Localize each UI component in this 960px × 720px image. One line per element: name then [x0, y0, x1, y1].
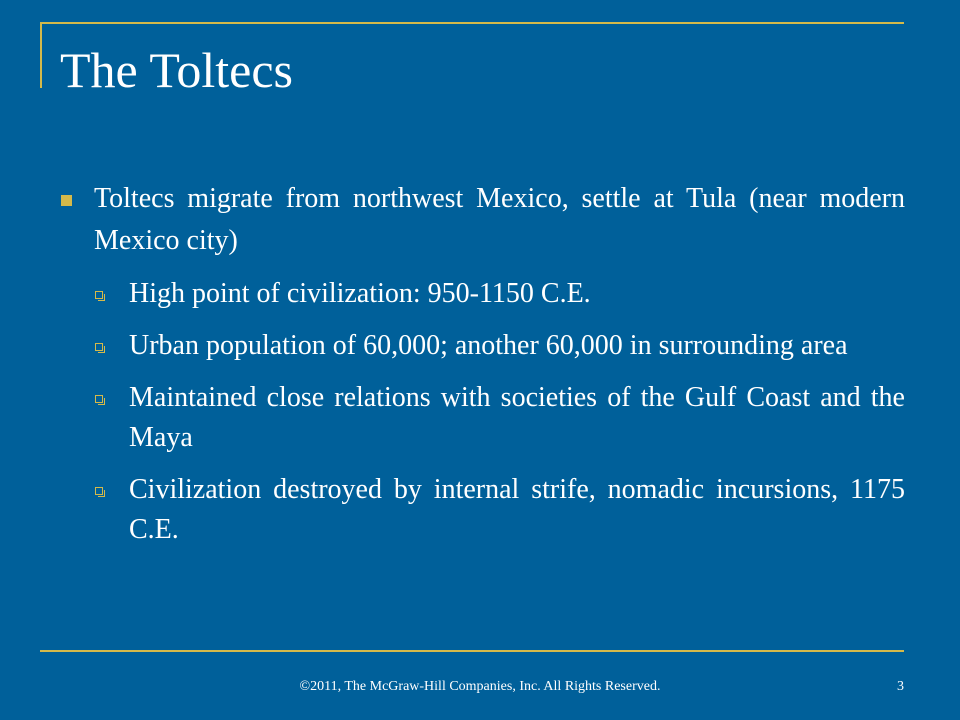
page-number: 3 — [897, 679, 904, 694]
bullet-list — [60, 178, 905, 562]
hollow-square-bullet-icon — [95, 487, 103, 495]
sub-bullet-text: Maintained close relations with societies of the Gulf Coast and the Maya — [129, 382, 905, 453]
hollow-square-bullet-icon — [95, 395, 103, 403]
top-frame-line — [40, 22, 904, 24]
hollow-square-bullet-icon — [95, 291, 103, 299]
sub-bullet-text: High point of civilization: 950-1150 C.E. — [129, 278, 591, 309]
left-frame-line — [40, 22, 42, 88]
bullet-text: Toltecs migrate from northwest Mexico, settle at Tula (near modern Mexico city) — [94, 183, 905, 256]
sub-bullet-item — [60, 378, 905, 458]
sub-bullet-item — [60, 326, 905, 366]
copyright-footer: ©2011, The McGraw-Hill Companies, Inc. All Rights Reserved. — [299, 679, 661, 694]
sub-bullet-text: Urban population of 60,000; another 60,000 in surrounding area — [129, 330, 848, 361]
filled-square-bullet-icon — [61, 195, 72, 206]
slide-title: The Toltecs — [60, 42, 294, 98]
sub-bullet-item — [60, 274, 905, 314]
bottom-frame-line — [40, 650, 904, 652]
sub-bullet-item — [60, 470, 905, 550]
hollow-square-bullet-icon — [95, 343, 103, 351]
sub-bullet-text: Civilization destroyed by internal strife, nomadic incursions, 1175 C.E. — [129, 474, 905, 545]
bullet-item — [60, 178, 905, 262]
